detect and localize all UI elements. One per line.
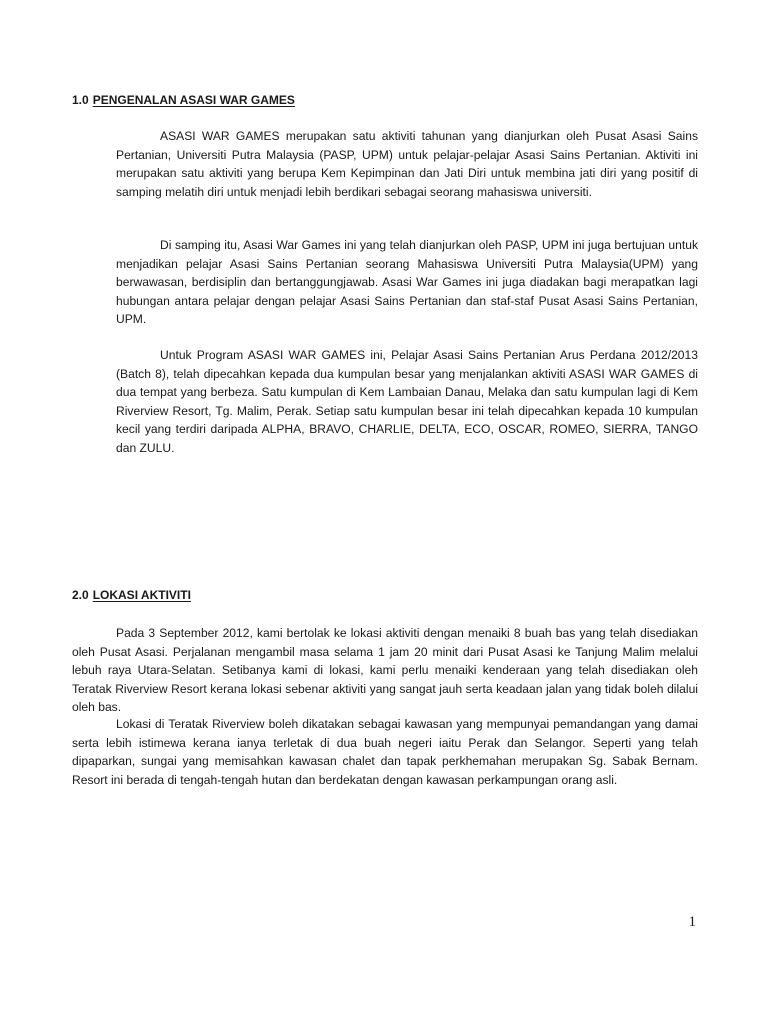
section-2-paragraph-1: Pada 3 September 2012, kami bertolak ke lokasi aktiviti dengan menaiki 8 buah bas yang telah disediakan oleh Pusat Asasi. Perjalanan mengambil masa selama 1 jam 20 minit dari Pusat Asasi ke Tanjung Malim melalui lebuh raya Utara-Selatan. Setibanya kami di lokasi, kami perlu menaiki kenderaan yang telah disediakan oleh Teratak Riverview Resort kerana lokasi sebenar aktiviti yang sangat jauh serta keadaan jalan yang tidak boleh dilalui oleh bas. — [72, 626, 698, 714]
section-1-paragraph-1: ASASI WAR GAMES merupakan satu aktiviti tahunan yang dianjurkan oleh Pusat Asasi Sains Pertanian, Universiti Putra Malaysia (PASP, UPM) untuk pelajar-pelajar Asasi Sains Pertanian. Aktiviti ini merupakan satu aktiviti yang berupa Kem Kepimpinan dan Jati Diri untuk membina jati diri yang positif di samping melatih diri untuk menjadi lebih berdikari sebagai seorang mahasiswa universiti. — [116, 129, 698, 199]
section-2-number: 2.0 — [72, 588, 89, 602]
section-2-paragraph-2: Lokasi di Teratak Riverview boleh dikatakan sebagai kawasan yang mempunyai pemandangan yang damai serta lebih istimewa kerana ianya terletak di dua buah negeri iaitu Perak dan Selangor. Seperti yang telah dipaparkan, sungai yang memisahkan kawasan chalet dan tapak perkhemahan merupakan Sg. Sabak Bernam. Resort ini berada di tengah-tengah hutan dan berdekatan dengan kawasan perkampungan orang asli. — [72, 717, 698, 787]
section-1-title: PENGENALAN ASASI WAR GAMES — [92, 93, 295, 107]
section-2-heading — [72, 588, 191, 602]
section-2-title: LOKASI AKTIVITI — [92, 588, 191, 602]
page-number: 1 — [688, 914, 696, 930]
section-1-heading — [72, 93, 295, 107]
section-1-number: 1.0 — [72, 93, 89, 107]
section-1-paragraph-2: Di samping itu, Asasi War Games ini yang telah dianjurkan oleh PASP, UPM ini juga bertujuan untuk menjadikan pelajar Asasi Sains Pertanian seorang Mahasiswa Universiti Putra Malaysia(UPM) yang berwawasan, berdisiplin dan bertanggungjawab. Asasi War Games ini juga diadakan bagi merapatkan lagi hubungan antara pelajar dengan pelajar Asasi Sains Pertanian dan staf-staf Pusat Asasi Sains Pertanian, UPM. — [116, 238, 698, 326]
section-1-paragraph-3: Untuk Program ASASI WAR GAMES ini, Pelajar Asasi Sains Pertanian Arus Perdana 2012/2013 (Batch 8), telah dipecahkan kepada dua kumpulan besar yang menjalankan aktiviti ASASI WAR GAMES di dua tempat yang berbeza. Satu kumpulan di Kem Lambaian Danau, Melaka dan satu kumpulan lagi di Kem Riverview Resort, Tg. Malim, Perak. Setiap satu kumpulan besar ini telah dipecahkan kepada 10 kumpulan kecil yang terdiri daripada ALPHA, BRAVO, CHARLIE, DELTA, ECO, OSCAR, ROMEO, SIERRA, TANGO dan ZULU. — [116, 348, 698, 455]
